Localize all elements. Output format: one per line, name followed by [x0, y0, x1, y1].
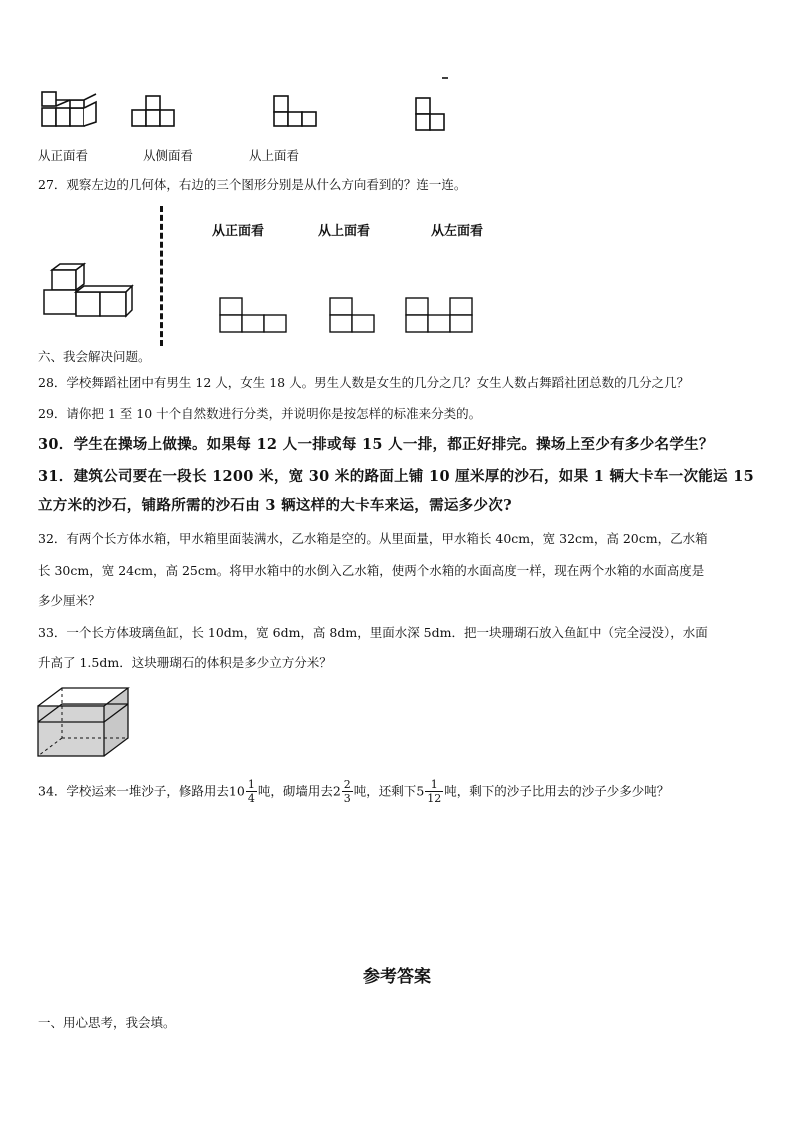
question-29-text: 29．请你把 1 至 10 十个自然数进行分类，并说明你是按怎样的标准来分类的。	[38, 406, 482, 421]
view-label-side: 从侧面看	[143, 148, 194, 163]
q27-header-left: 从左面看	[431, 224, 484, 239]
q34-fraction-2	[342, 778, 353, 805]
side-view-figure	[130, 94, 178, 130]
fish-tank-figure	[36, 684, 132, 758]
question-33-line-1: 33．一个长方体玻璃鱼缸，长 10dm，宽 6dm，高 8dm，里面水深 5dm．把一块珊瑚石放入鱼缸中（完全浸没），水面	[38, 625, 708, 640]
q27-header-top: 从上面看	[318, 224, 371, 239]
q34-fraction-3-whole: 5	[416, 783, 425, 799]
q34-fraction-1-den: 4	[247, 792, 255, 805]
q34-fraction-1-whole: 10	[228, 783, 245, 799]
question-28-text: 28．学校舞蹈社团中有男生 12 人，女生 18 人。男生人数是女生的几分之几？女生人数占舞蹈社团总数的几分之几？	[38, 375, 690, 390]
question-32-line-1: 32．有两个长方体水箱，甲水箱里面装满水，乙水箱是空的。从里面量，甲水箱长 40cm，宽 32cm，高 20cm，乙水箱	[38, 531, 708, 546]
answer-section-1-heading: 一、用心思考，我会填。	[38, 1015, 176, 1030]
extra-view-figure	[414, 76, 450, 132]
question-34-text	[38, 776, 669, 806]
q34-part-3: 吨，还剩下	[353, 783, 417, 799]
q27-view-option-2[interactable]	[329, 296, 379, 336]
q34-fraction-1	[246, 778, 257, 805]
divider-dashed-line	[160, 206, 163, 346]
q34-fraction-3-num: 1	[425, 778, 443, 792]
view-label-top: 从上面看	[249, 148, 300, 163]
question-33-line-2: 升高了 1.5dm．这块珊瑚石的体积是多少立方分米？	[38, 655, 332, 670]
top-view-figure	[272, 94, 320, 130]
q34-fraction-2-num: 2	[343, 778, 351, 791]
question-32-line-2: 长 30cm，宽 24cm，高 25cm。将甲水箱中的水倒入乙水箱，使两个水箱的水面高度一样，现在两个水箱的水面高度是	[38, 563, 705, 578]
q34-part-1: 34．学校运来一堆沙子，修路用去	[38, 783, 229, 799]
question-31-line-2: 立方米的沙石，铺路所需的沙石由 3 辆这样的大卡车来运，需运多少次?	[38, 497, 512, 514]
q34-fraction-2-whole: 2	[332, 783, 341, 799]
q34-part-2: 吨，砌墙用去	[257, 783, 333, 799]
view-label-front: 从正面看	[38, 148, 89, 163]
q34-part-4: 吨，剩下的沙子比用去的沙子少多少吨？	[444, 783, 670, 799]
section-6-heading: 六、我会解决问题。	[38, 349, 151, 364]
question-32-line-3: 多少厘米？	[38, 593, 101, 608]
answer-title: 参考答案	[363, 967, 431, 987]
question-30-text: 30．学生在操场上做操。如果每 12 人一排或每 15 人一排，都正好排完。操场上至少有多少名学生？	[38, 436, 714, 453]
q27-view-option-1[interactable]	[219, 296, 289, 336]
q34-fraction-1-num: 1	[247, 778, 255, 791]
q34-fraction-2-den: 3	[343, 792, 351, 805]
q34-fraction-3	[425, 778, 443, 805]
front-view-figure	[40, 88, 100, 128]
q27-header-front: 从正面看	[212, 224, 265, 239]
q27-solid-figure	[40, 262, 140, 322]
question-31-line-1: 31．建筑公司要在一段长 1200 米，宽 30 米的路面上铺 10 厘米厚的沙石，如果 1 辆大卡车一次能运 15	[38, 468, 754, 485]
q34-fraction-3-den: 12	[427, 792, 442, 805]
question-27-text: 27．观察左边的几何体，右边的三个图形分别是从什么方向看到的？连一连。	[38, 177, 467, 192]
q27-view-option-3[interactable]	[405, 296, 475, 336]
